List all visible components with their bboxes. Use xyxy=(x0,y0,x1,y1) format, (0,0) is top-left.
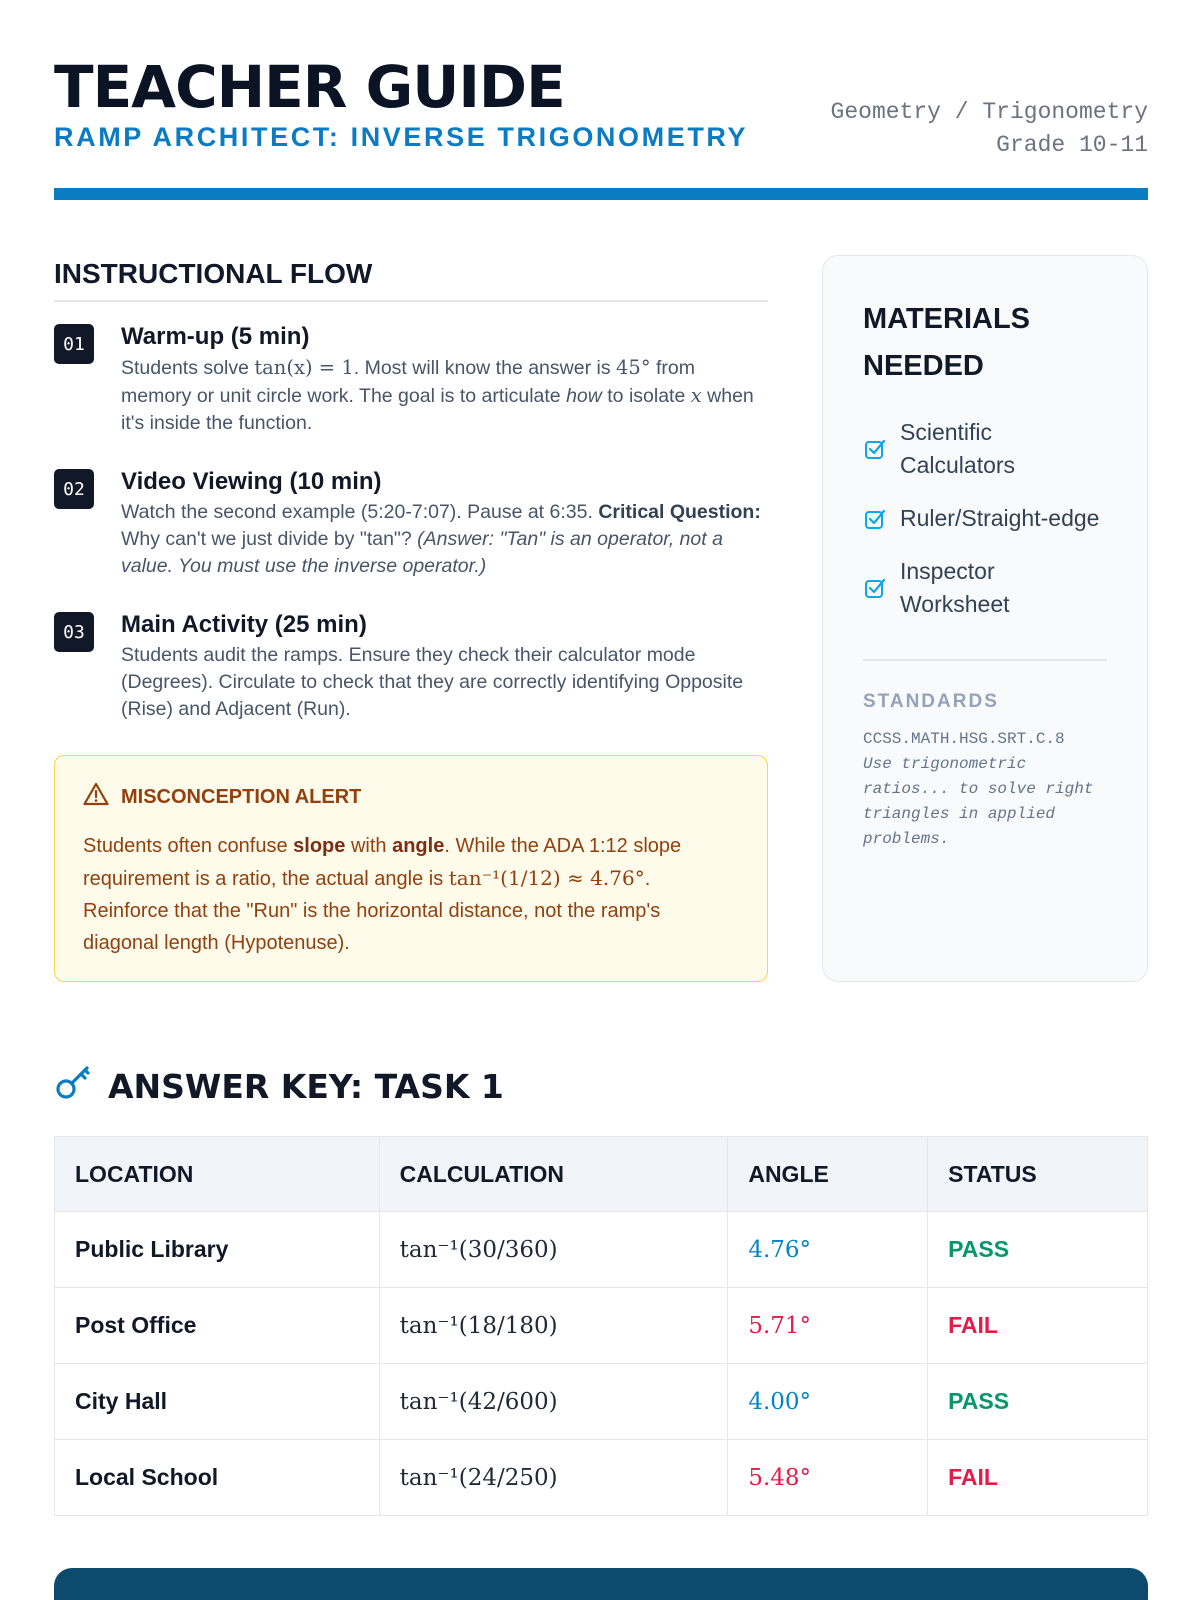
column-header: CALCULATION xyxy=(379,1137,728,1212)
alert-text: . While the ADA 1:12 slope requirement is a ratio, the actual angle is xyxy=(83,835,682,890)
location-cell: City Hall xyxy=(55,1364,380,1440)
instructional-flow xyxy=(54,258,768,723)
page-title: TEACHER GUIDE xyxy=(54,53,565,121)
material-label: Inspector Worksheet xyxy=(900,558,1010,617)
angle-cell: 5.48° xyxy=(728,1440,928,1516)
location-cell: Public Library xyxy=(55,1212,380,1288)
emphasis-text: how xyxy=(566,385,602,407)
panel-divider xyxy=(863,659,1107,661)
footer-bar xyxy=(54,1568,1148,1600)
key-icon xyxy=(54,1063,92,1109)
emphasis-text: (Answer: "Tan" is an operator, not a value. You must use the inverse operator.) xyxy=(121,528,723,577)
step-number: 02 xyxy=(54,469,94,509)
status-cell: FAIL xyxy=(928,1288,1148,1364)
math-expression: x xyxy=(690,384,702,407)
checkbox-icon xyxy=(863,437,887,461)
checkbox-icon xyxy=(863,576,887,600)
alert-text: with xyxy=(345,835,393,857)
answer-key-table xyxy=(54,1136,1148,1516)
step-title: Main Activity (25 min) xyxy=(121,611,367,638)
list-item xyxy=(863,502,1107,535)
table-row xyxy=(55,1212,1148,1288)
column-header: ANGLE xyxy=(728,1137,928,1212)
math-expression: tan⁻¹(1/12) ≈ 4.76° xyxy=(448,866,645,890)
course-label: Geometry / Trigonometry xyxy=(830,99,1148,125)
angle-cell: 4.00° xyxy=(728,1364,928,1440)
step-text: . Most will know the answer is xyxy=(353,357,616,379)
page-subtitle: RAMP ARCHITECT: INVERSE TRIGONOMETRY xyxy=(54,122,749,152)
math-expression: tan(x) = 1 xyxy=(254,356,354,379)
step-text: Watch the second example (5:20-7:07). Pause at 6:35. xyxy=(121,501,599,523)
checkbox-icon xyxy=(863,507,887,531)
step-body xyxy=(121,354,768,437)
alert-text: Students often confuse xyxy=(83,835,294,857)
calculation-cell: tan⁻¹(24/250) xyxy=(379,1440,728,1516)
alert-text: . Reinforce that the "Run" is the horizontal distance, not the ramp's diagonal length (Hypotenuse). xyxy=(83,868,661,954)
bold-text: angle xyxy=(392,835,445,857)
material-label: Scientific Calculators xyxy=(900,419,1016,478)
step-text: Students solve xyxy=(121,357,255,379)
step-text: to isolate xyxy=(601,385,691,407)
table-header-row xyxy=(55,1137,1148,1212)
step-title: Warm-up (5 min) xyxy=(121,323,310,350)
math-expression: 45° xyxy=(616,356,651,379)
alert-heading: MISCONCEPTION ALERT xyxy=(121,785,362,808)
column-header: LOCATION xyxy=(55,1137,380,1212)
standards-heading: STANDARDS xyxy=(863,690,999,712)
step-title: Video Viewing (10 min) xyxy=(121,468,382,495)
material-label: Ruler/Straight-edge xyxy=(900,505,1100,531)
flow-heading: INSTRUCTIONAL FLOW xyxy=(54,258,768,302)
status-cell: FAIL xyxy=(928,1440,1148,1516)
answer-key-heading: ANSWER KEY: TASK 1 xyxy=(108,1066,504,1106)
header-rule xyxy=(54,188,1148,200)
status-cell: PASS xyxy=(928,1364,1148,1440)
misconception-alert xyxy=(54,755,768,982)
alert-heading-row xyxy=(83,782,739,812)
list-item xyxy=(863,416,1107,482)
location-cell: Local School xyxy=(55,1440,380,1516)
calculation-cell: tan⁻¹(42/600) xyxy=(379,1364,728,1440)
course-meta xyxy=(831,96,1148,162)
calculation-cell: tan⁻¹(30/360) xyxy=(379,1212,728,1288)
step-text: from memory or unit circle work. The goal is to articulate xyxy=(121,357,695,407)
angle-cell: 4.76° xyxy=(728,1212,928,1288)
step-number: 03 xyxy=(54,612,94,652)
step-body xyxy=(121,499,768,580)
flow-step xyxy=(54,467,768,580)
step-number: 01 xyxy=(54,324,94,364)
table-row xyxy=(55,1288,1148,1364)
step-text: Why can't we just divide by "tan"? xyxy=(121,528,418,550)
materials-list xyxy=(863,416,1107,621)
location-cell: Post Office xyxy=(55,1288,380,1364)
table-row xyxy=(55,1364,1148,1440)
step-body: Students audit the ramps. Ensure they check their calculator mode (Degrees). Circulate to check that they are correctly identifying Opposite (Rise) and Adjacent (Run). xyxy=(121,644,744,720)
calculation-cell: tan⁻¹(18/180) xyxy=(379,1288,728,1364)
warning-icon xyxy=(83,782,109,812)
status-cell: PASS xyxy=(928,1212,1148,1288)
bold-text: slope xyxy=(293,835,346,857)
step-text: when it's inside the function. xyxy=(121,385,754,434)
alert-body xyxy=(83,830,739,959)
bold-text: Critical Question: xyxy=(598,501,761,523)
standard-text: Use trigonometric ratios... to solve right triangles in applied problems. xyxy=(863,754,1094,848)
flow-step xyxy=(54,610,768,723)
answer-key-heading-row xyxy=(54,1063,504,1109)
materials-panel xyxy=(822,255,1148,982)
table-row xyxy=(55,1440,1148,1516)
column-header: STATUS xyxy=(928,1137,1148,1212)
grade-label: Grade 10-11 xyxy=(996,132,1148,158)
flow-step xyxy=(54,322,768,437)
standard-code: CCSS.MATH.HSG.SRT.C.8 xyxy=(863,729,1065,748)
page-header xyxy=(54,53,1148,158)
list-item xyxy=(863,555,1107,621)
angle-cell: 5.71° xyxy=(728,1288,928,1364)
materials-heading: MATERIALS NEEDED xyxy=(863,303,1031,382)
